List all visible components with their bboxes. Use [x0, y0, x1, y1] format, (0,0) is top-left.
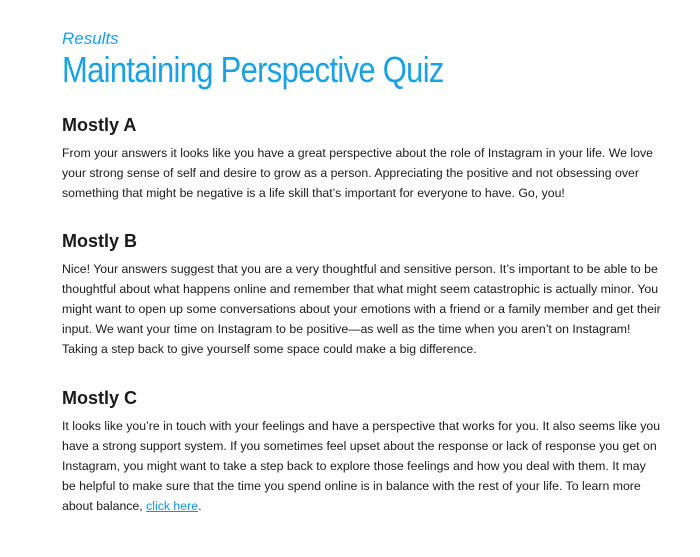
section-mostly-b — [62, 230, 662, 359]
page-title: Maintaining Perspective Quiz — [62, 49, 444, 90]
section-body-container — [62, 416, 662, 516]
section-body: From your answers it looks like you have a great perspective about the role of Instagram in your life. We love your strong sense of self and desire to grow as a person. Appreciating the positive and not obsessing over something that might be negative is a life skill that’s important for everyone to have. Go, you! — [62, 146, 653, 200]
results-page — [62, 28, 662, 516]
section-heading: Mostly B — [62, 231, 138, 251]
section-heading: Mostly A — [62, 115, 137, 135]
results-eyebrow: Results — [62, 29, 119, 48]
section-heading: Mostly C — [62, 388, 138, 408]
section-body: Nice! Your answers suggest that you are a very thoughtful and sensitive person. It’s important to be able to be thoughtful about what happens online and remember that what might seem catastrophic is actually minor. You might want to open up some conversations about your emotions with a friend or a family member and get their input. We want your time on Instagram to be positive—as well as the time when you aren’t on Instagram! Taking a step back to give yourself some space could make a big difference. — [62, 262, 661, 356]
section-body: It looks like you’re in touch with your feelings and have a perspective that works for you. It also seems like you have a strong support system. If you sometimes feel upset about the response or lack of response you get on Instagram, you might want to take a step back to explore those feelings and how you deal with them. It may be helpful to make sure that the time you spend online is in balance with the rest of your life. To learn more about balance, — [62, 419, 661, 513]
sentence-end: . — [198, 499, 202, 513]
section-mostly-c — [62, 387, 662, 516]
section-mostly-a — [62, 114, 662, 203]
click-here-link[interactable]: click here — [146, 499, 199, 513]
